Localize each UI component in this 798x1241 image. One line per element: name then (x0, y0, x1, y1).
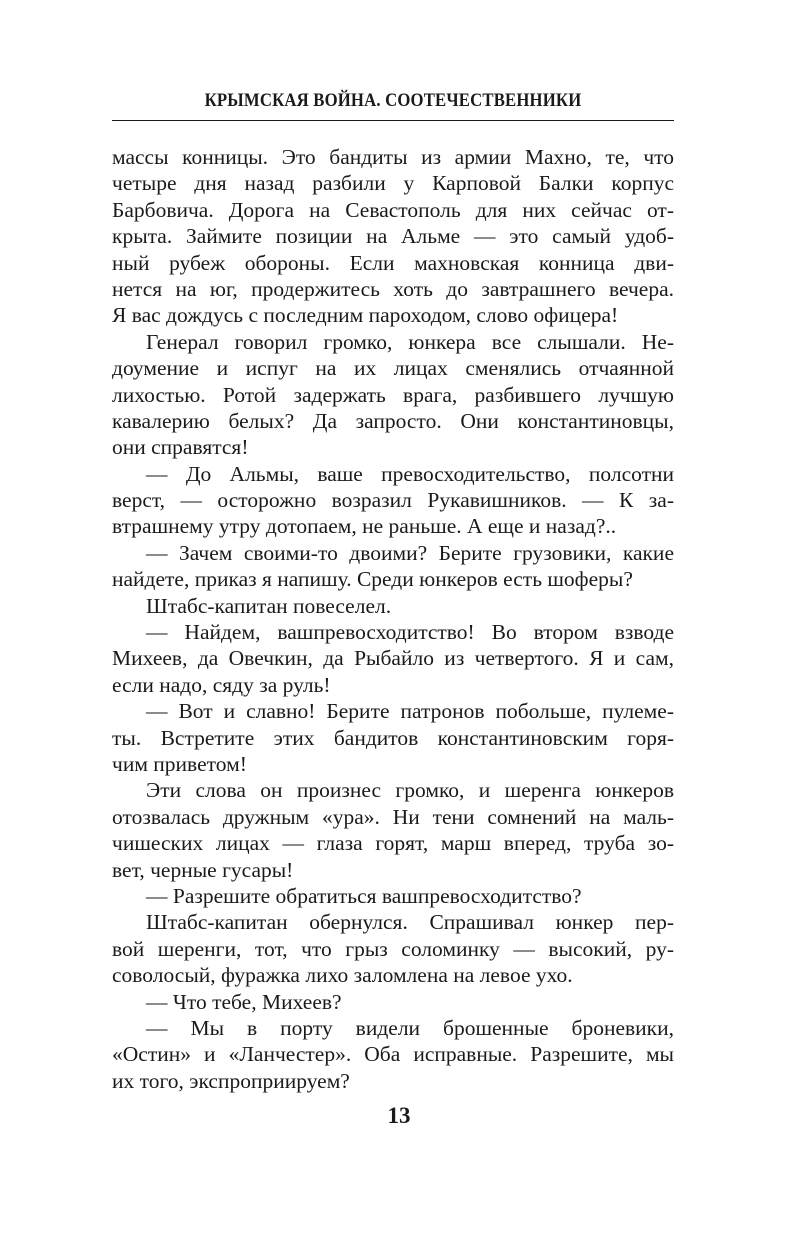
body-text (112, 144, 674, 1094)
text-line: они справятся! (112, 435, 249, 460)
text-line: четыре дня назад разбили у Карповой Балки корпус (112, 171, 674, 196)
text-line: — Что тебе, Михеев? (146, 989, 342, 1014)
text-line: чим приветом! (112, 751, 247, 776)
text-line: если надо, сяду за руль! (112, 672, 331, 697)
text-line: ты. Встретите этих бандитов константиновским горя- (112, 725, 674, 750)
text-line: ный рубеж обороны. Если махновская конница дви- (112, 250, 674, 275)
text-line: Эти слова он произнес громко, и шеренга юнкеров (146, 778, 674, 803)
text-line: вет, черные гусары! (112, 857, 294, 882)
text-line: найдете, приказ я напишу. Среди юнкеров есть шоферы? (112, 567, 633, 592)
text-line: втрашнему утру дотопаем, не раньше. А еще и назад?.. (112, 514, 617, 539)
header-rule (112, 120, 674, 121)
text-line: доумение и испуг на их лицах сменялись отчаянной (112, 356, 674, 381)
text-line: отозвалась дружным «ура». Ни тени сомнений на маль- (112, 804, 674, 829)
text-line: — Вот и славно! Берите патронов побольше, пулеме- (146, 699, 674, 724)
text-line: массы конницы. Это бандиты из армии Махно, те, что (112, 145, 674, 169)
text-line: кавалерию белых? Да запросто. Они константиновцы, (112, 408, 674, 433)
text-line: лихостью. Ротой задержать врага, разбившего лучшую (112, 382, 674, 407)
text-line: Барбовича. Дорога на Севастополь для них сейчас от- (112, 197, 674, 222)
text-line: — Мы в порту видели брошенные броневики, (146, 1015, 674, 1040)
text-line: нется на юг, продержитесь хоть до завтрашнего вечера. (112, 276, 674, 301)
running-header: КРЫМСКАЯ ВОЙНА. СООТЕЧЕСТВЕННИКИ (204, 90, 582, 111)
text-line: Штабс-капитан повеселел. (146, 593, 392, 618)
text-line: Я вас дождусь с последним пароходом, слово офицера! (112, 303, 619, 328)
text-line: Михеев, да Овечкин, да Рыбайло из четвертого. Я и сам, (112, 646, 674, 671)
text-line: — До Альмы, ваше превосходительство, полсотни (146, 461, 674, 486)
text-line: вой шеренги, тот, что грыз соломинку — высокий, ру- (112, 936, 674, 961)
text-line: Штабс-капитан обернулся. Спрашивал юнкер пер- (146, 910, 674, 935)
text-line: соволосый, фуражка лихо заломлена на левое ухо. (112, 963, 573, 988)
text-line: их того, экспроприируем? (112, 1068, 350, 1093)
text-line: Генерал говорил громко, юнкера все слышали. Не- (146, 329, 674, 354)
text-line: — Разрешите обратиться вашпревосходитство? (146, 883, 582, 908)
text-line: — Зачем своими-то двоими? Берите грузовики, какие (146, 540, 674, 565)
text-line: — Найдем, вашпревосходитство! Во втором взводе (146, 620, 674, 645)
text-line: крыта. Займите позиции на Альме — это самый удоб- (112, 224, 674, 249)
page-number: 13 (387, 1103, 411, 1128)
text-line: верст, — осторожно возразил Рукавишников. — К за- (112, 488, 674, 513)
text-line: чишеских лицах — глаза горят, марш вперед, труба зо- (112, 831, 674, 856)
text-line: «Остин» и «Ланчестер». Оба исправные. Разрешите, мы (112, 1042, 674, 1067)
